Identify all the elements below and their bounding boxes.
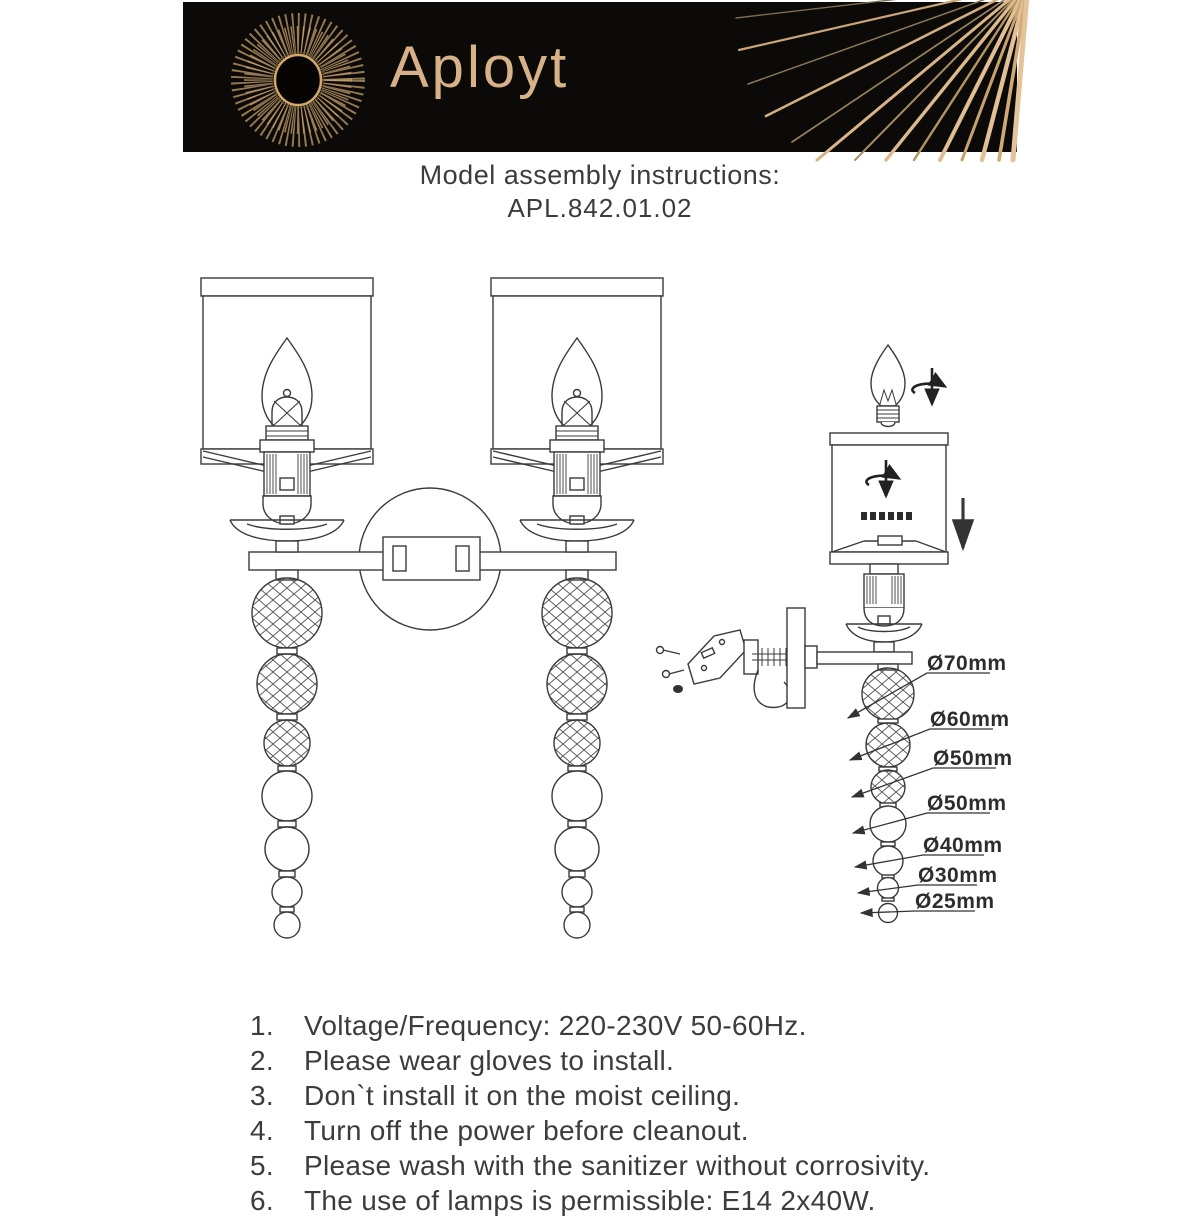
item-text: Please wash with the sanitizer without corrosivity.: [304, 1150, 931, 1181]
item-number: 2.: [250, 1045, 274, 1076]
front-view: [201, 278, 663, 938]
item-number: 4.: [250, 1115, 274, 1146]
brand-name: Aployt: [390, 35, 570, 100]
side-socket: [846, 564, 922, 652]
left-lamp-arm: [201, 278, 373, 938]
dimension-label: Ø40mm: [923, 834, 1003, 857]
dimension-label: Ø25mm: [915, 890, 995, 913]
dimension-label: Ø50mm: [927, 792, 1007, 815]
dimension-labels: [915, 652, 1013, 913]
instruction-item: [250, 1008, 1110, 1043]
item-number: 3.: [250, 1080, 274, 1111]
rotate-bulb-icon: [912, 368, 945, 404]
item-text: Voltage/Frequency: 220-230V 50-60Hz.: [304, 1010, 807, 1041]
dimension-label: Ø30mm: [918, 864, 998, 887]
instruction-item: [250, 1113, 1110, 1148]
right-lamp-arm: [491, 278, 663, 938]
item-text: The use of lamps is permissible: E14 2x40W.: [304, 1185, 876, 1216]
instruction-item: [250, 1148, 1110, 1183]
dimension-label: Ø50mm: [933, 747, 1013, 770]
item-text: Don`t install it on the moist ceiling.: [304, 1080, 741, 1111]
item-text: Please wear gloves to install.: [304, 1045, 675, 1076]
item-number: 1.: [250, 1010, 274, 1041]
item-text: Turn off the power before cleanout.: [304, 1115, 749, 1146]
model-number: APL.842.01.02: [507, 193, 693, 223]
shade-install-step: [830, 433, 963, 564]
instruction-item: [250, 1183, 1110, 1218]
item-number: 6.: [250, 1185, 274, 1216]
bulb-insert-step: [871, 345, 945, 427]
dimension-label: Ø70mm: [927, 652, 1007, 675]
dimension-label: Ø60mm: [930, 708, 1010, 731]
page-title: Model assembly instructions:: [419, 160, 781, 190]
side-arm: [817, 652, 912, 664]
item-number: 5.: [250, 1150, 274, 1181]
wall-plate-side: [787, 608, 805, 708]
instruction-item: [250, 1043, 1110, 1078]
instruction-item: [250, 1078, 1110, 1113]
instructions-list: [210, 1008, 1110, 1218]
